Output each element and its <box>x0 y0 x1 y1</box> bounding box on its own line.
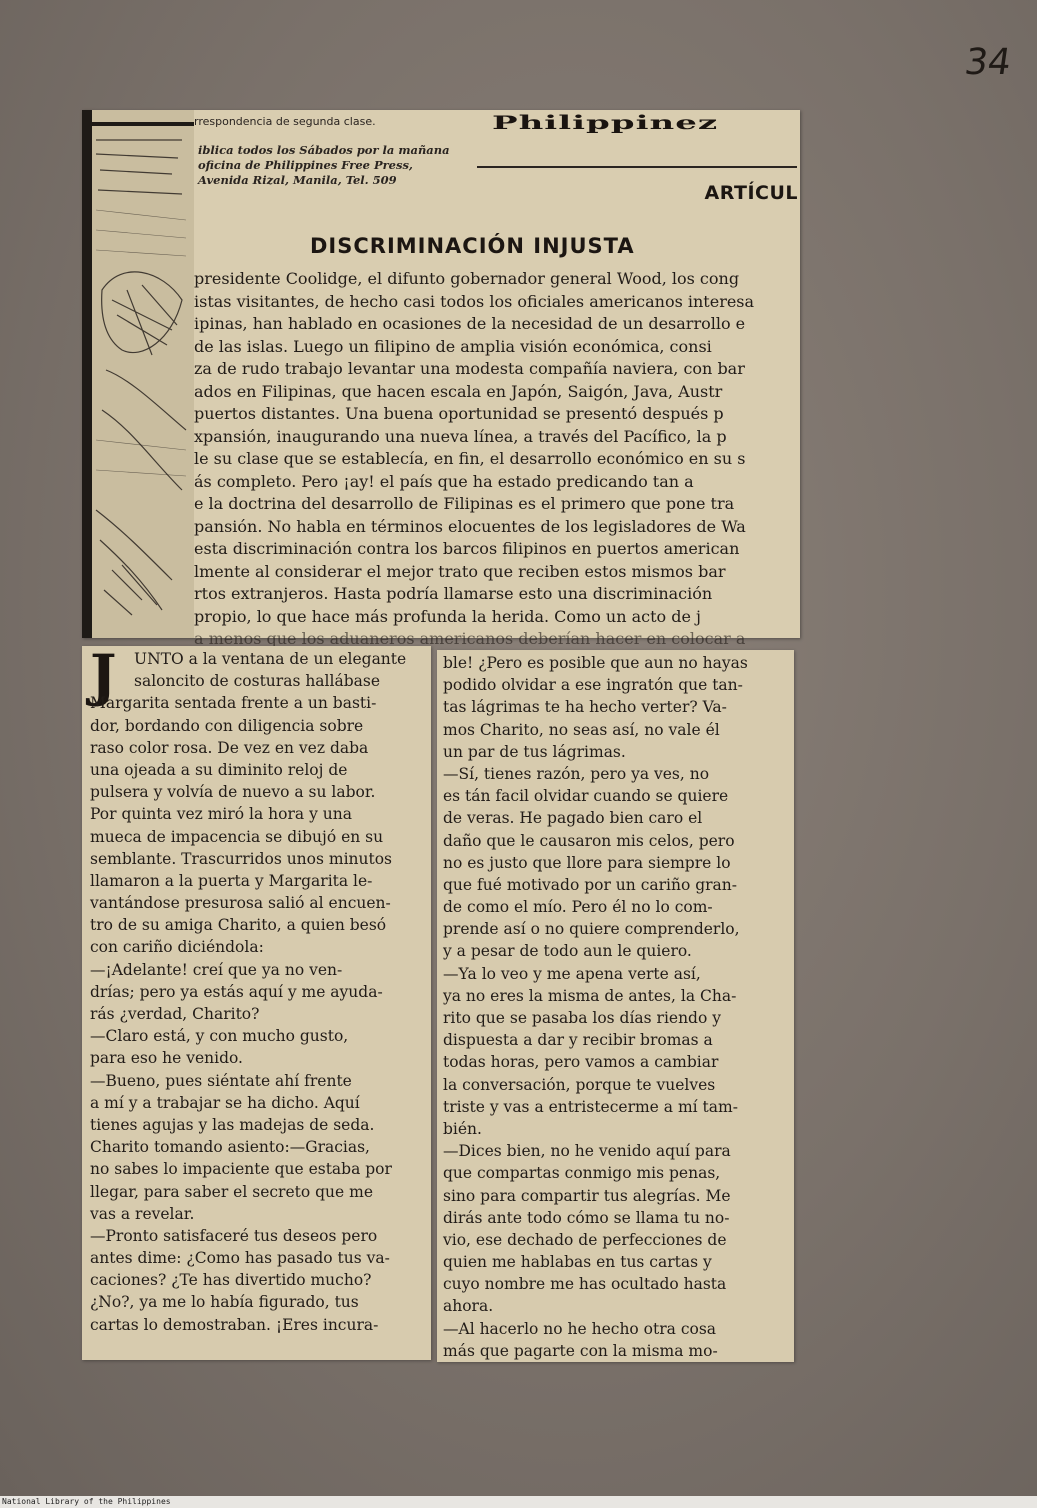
publisher-office: oficina de Philippines Free Press, <box>198 158 413 172</box>
story-line: ahora. <box>443 1297 494 1316</box>
story-line: Charito tomando asiento:—Gracias, <box>90 1138 370 1157</box>
story-line: raso color rosa. De vez en vez daba <box>90 738 369 757</box>
story-line: bién. <box>443 1119 482 1138</box>
article-line: ipinas, han hablado en ocasiones de la necesidad de un desarrollo e <box>194 314 746 333</box>
article-body <box>194 268 800 638</box>
story-line: ya no eres la misma de antes, la Cha- <box>443 986 737 1005</box>
article-line: e la doctrina del desarrollo de Filipinas es el primero que pone tra <box>194 494 735 513</box>
story-line: la conversación, porque te vuelves <box>443 1075 716 1094</box>
masthead-rule <box>477 166 797 168</box>
story-column-left <box>82 643 431 1360</box>
story-line: llamaron a la puerta y Margarita le- <box>90 871 373 890</box>
story-line: mos Charito, no seas así, no vale él <box>443 720 720 739</box>
article-line: istas visitantes, de hecho casi todos los oficiales americanos interesa <box>194 291 755 311</box>
story-line: de como el mío. Pero él no lo com- <box>443 898 713 917</box>
story-line: triste y vas a entristecerme a mí tam- <box>443 1097 738 1116</box>
story-line: —Ya lo veo y me apena verte así, <box>443 964 701 983</box>
editorial-clipping <box>82 110 800 638</box>
page-number: 34 <box>962 42 1014 83</box>
story-line: que compartas conmigo mis penas, <box>443 1164 721 1183</box>
article-line: le su clase que se establecía, en fin, el desarrollo económico en su s <box>194 449 746 468</box>
masthead-info <box>194 114 479 188</box>
story-line: dispuesta a dar y recibir bromas a <box>443 1031 713 1050</box>
story-line: prende así o no quiere comprenderlo, <box>443 920 740 939</box>
article-line: xpansión, inaugurando una nueva línea, a través del Pacífico, la p <box>194 426 727 446</box>
story-line: más que pagarte con la misma mo- <box>443 1341 718 1360</box>
story-line: —Bueno, pues siéntate ahí frente <box>90 1071 352 1090</box>
publication-schedule: iblica todos los Sábados por la mañana <box>198 143 450 157</box>
article-line-cut <box>194 628 800 638</box>
drop-cap: J <box>90 643 117 709</box>
story-column-right <box>437 650 794 1362</box>
article-line: esta discriminación contra los barcos filipinos en puertos american <box>194 539 740 558</box>
story-line: —Dices bien, no he venido aquí para <box>443 1142 731 1161</box>
article-line: presidente Coolidge, el difunto gobernador general Wood, los cong <box>194 269 740 288</box>
story-line: podido olvidar a ese ingratón que tan- <box>443 676 743 695</box>
story-line: cartas lo demostraban. ¡Eres incura- <box>90 1315 379 1334</box>
section-label: ARTÍCUL <box>704 182 798 204</box>
story-line: dirás ante todo cómo se llama tu no- <box>443 1208 730 1227</box>
article-line: puertos distantes. Una buena oportunidad se presentó después p <box>194 404 724 423</box>
story-line: vantándose presurosa salió al encuen- <box>90 894 391 913</box>
story-line: rás ¿verdad, Charito? <box>90 1005 260 1023</box>
story-line: —¡Adelante! creí que ya no ven- <box>90 960 343 979</box>
story-line: —Claro está, y con mucho gusto, <box>90 1027 349 1046</box>
story-line: no sabes lo impaciente que estaba por <box>90 1160 392 1179</box>
story-line: caciones? ¿Te has divertido mucho? <box>90 1271 372 1290</box>
story-line: con cariño diciéndola: <box>90 938 264 957</box>
story-line: vio, ese dechado de perfecciones de <box>443 1230 727 1249</box>
article-line: propio, lo que hace más profunda la herida. Como un acto de j <box>194 606 702 626</box>
story-line: —Pronto satisfaceré tus deseos pero <box>90 1226 378 1245</box>
story-line: ble! ¿Pero es posible que aun no hayas <box>443 654 748 672</box>
story-line: Margarita sentada frente a un basti- <box>90 694 377 713</box>
story-line: no es justo que llore para siempre lo <box>443 853 731 872</box>
story-line: —Al hacerlo no he hecho otra cosa <box>443 1319 717 1338</box>
story-line: UNTO a la ventana de un elegante <box>134 650 407 668</box>
story-line: mueca de impacencia se dibujó en su <box>90 827 384 846</box>
story-line: llegar, para saber el secreto que me <box>90 1182 373 1201</box>
story-line: ¿No?, ya me lo había figurado, tus <box>90 1293 359 1312</box>
article-line: ás completo. Pero ¡ay! el país que ha estado predicando tan a <box>194 471 694 491</box>
story-line: drías; pero ya estás aquí y me ayuda- <box>90 982 383 1001</box>
article-line: rtos extranjeros. Hasta podría llamarse esto una discriminación <box>194 584 713 603</box>
story-line: dor, bordando con diligencia sobre <box>90 716 364 735</box>
story-line: para eso he venido. <box>90 1049 243 1068</box>
story-line: que fué motivado por un cariño gran- <box>443 875 738 894</box>
story-line: a mí y a trabajar se ha dicho. Aquí <box>90 1093 360 1112</box>
story-line: cuyo nombre me has ocultado hasta <box>443 1275 727 1294</box>
story-line: quien me hablabas en tus cartas y <box>443 1253 712 1272</box>
story-line: sino para compartir tus alegrías. Me <box>443 1186 731 1205</box>
story-line: tas lágrimas te ha hecho verter? Va- <box>443 698 727 717</box>
story-line: semblante. Trascurridos unos minutos <box>90 849 393 868</box>
newspaper-name: Philippinez <box>492 112 719 134</box>
article-title: DISCRIMINACIÓN INJUSTA <box>310 234 635 258</box>
story-line: tienes agujas y las madejas de seda. <box>90 1115 375 1134</box>
story-line: es tán facil olvidar cuando se quiere <box>443 787 729 806</box>
article-line: lmente al considerar el mejor trato que reciben estos mismos bar <box>194 561 726 581</box>
story-line: una ojeada a su diminito reloj de <box>90 760 348 779</box>
article-line: pansión. No habla en términos elocuentes de los legisladores de Wa <box>194 516 746 536</box>
story-line: —Sí, tienes razón, pero ya ves, no <box>443 764 710 783</box>
story-line: antes dime: ¿Como has pasado tus va- <box>90 1249 390 1268</box>
publisher-address: Avenida Rizal, Manila, Tel. 509 <box>198 173 397 187</box>
article-line: de las islas. Luego un filipino de amplia visión económica, consi <box>194 336 712 356</box>
story-line: de veras. He pagado bien caro el <box>443 809 703 828</box>
story-line: Por quinta vez miró la hora y una <box>90 805 352 824</box>
story-line: un par de tus lágrimas. <box>443 742 626 761</box>
story-line: todas horas, pero vamos a cambiar <box>443 1053 719 1072</box>
story-line: y a pesar de todo aun le quiero. <box>443 942 692 961</box>
story-line: rito que se pasaba los días riendo y <box>443 1009 721 1027</box>
footer-credit: National Library of the Philippines <box>2 1497 171 1506</box>
article-line: za de rudo trabajo levantar una modesta compañía naviera, con bar <box>194 359 745 378</box>
story-line: pulsera y volvía de nuevo a su labor. <box>90 783 376 802</box>
mail-class-notice: rrespondencia de segunda clase. <box>194 115 376 128</box>
story-line: tro de su amiga Charito, a quien besó <box>90 916 387 935</box>
story-line: saloncito de costuras hallábase <box>134 672 380 691</box>
engraving-illustration <box>82 110 194 638</box>
article-line: ados en Filipinas, que hacen escala en Japón, Saigón, Java, Austr <box>194 381 723 401</box>
story-line: vas a revelar. <box>90 1204 195 1223</box>
story-line: daño que le causaron mis celos, pero <box>443 831 735 850</box>
